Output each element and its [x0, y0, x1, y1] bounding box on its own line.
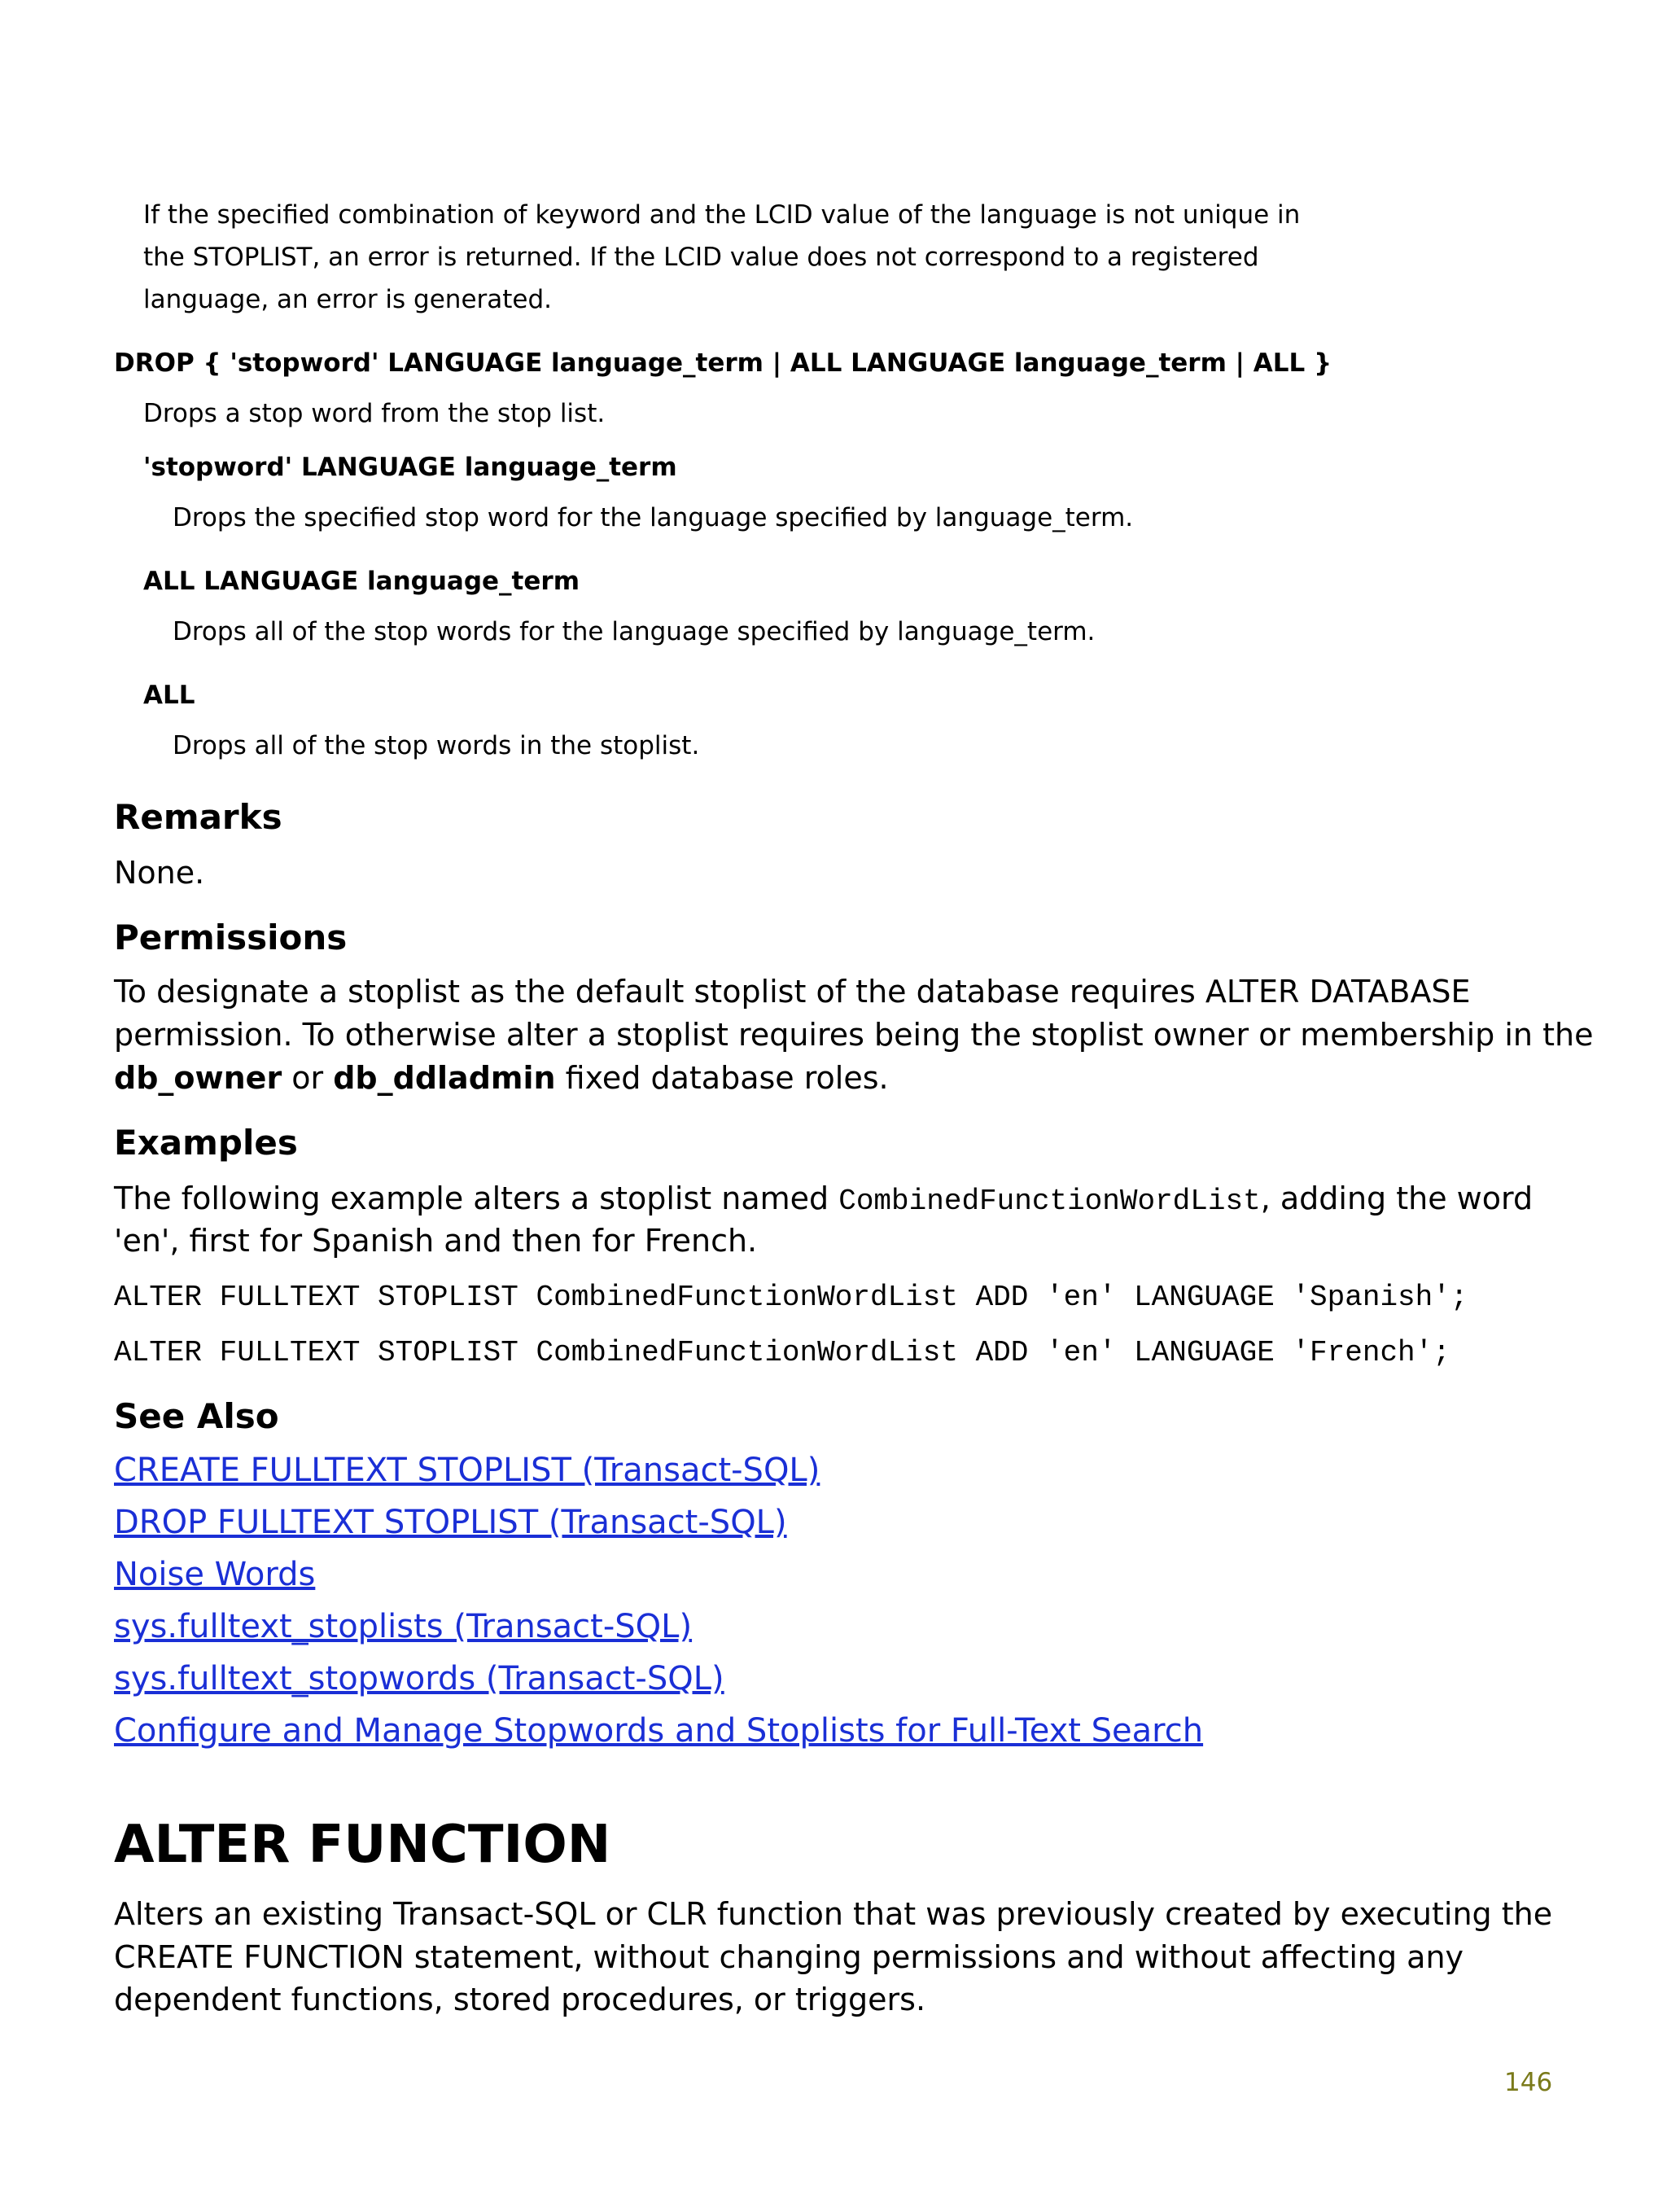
drop-option-stopword-desc: Drops the specified stop word for the language specified by language_term.: [173, 503, 1134, 532]
code-example-french: ALTER FULLTEXT STOPLIST CombinedFunctionWordList ADD 'en' LANGUAGE 'French';: [114, 1336, 1450, 1369]
drop-syntax: DROP { 'stopword' LANGUAGE language_term | ALL LANGUAGE language_term | ALL }: [114, 348, 1332, 378]
alter-function-line-2: CREATE FUNCTION statement, without changing permissions and without affecting any: [114, 1939, 1464, 1975]
examples-line-1-post: , adding the word: [1260, 1180, 1534, 1216]
examples-heading: Examples: [114, 1123, 298, 1163]
link-sys-fulltext-stoplists[interactable]: sys.fulltext_stoplists (Transact-SQL): [114, 1608, 693, 1645]
alter-function-line-1: Alters an existing Transact-SQL or CLR function that was previously created by executing the: [114, 1896, 1553, 1932]
drop-option-stopword-title: 'stopword' LANGUAGE language_term: [143, 453, 677, 482]
role-db-ddladmin: db_ddladmin: [333, 1060, 556, 1096]
alter-function-line-3: dependent functions, stored procedures, or triggers.: [114, 1982, 926, 2017]
permissions-or: or: [282, 1060, 334, 1096]
intro-line-1: If the specified combination of keyword and the LCID value of the language is not unique in: [143, 200, 1301, 230]
drop-option-all-title: ALL: [143, 681, 195, 710]
examples-line-1: [114, 1177, 1533, 1223]
role-db-owner: db_owner: [114, 1060, 282, 1096]
link-noise-words[interactable]: Noise Words: [114, 1556, 316, 1593]
remarks-heading: Remarks: [114, 797, 282, 837]
link-sys-fulltext-stopwords[interactable]: sys.fulltext_stopwords (Transact-SQL): [114, 1660, 724, 1697]
drop-option-all-language-desc: Drops all of the stop words for the language specified by language_term.: [173, 617, 1096, 646]
page-number: 146: [1504, 2068, 1553, 2097]
drop-description: Drops a stop word from the stop list.: [143, 399, 606, 428]
link-configure-stopwords[interactable]: Configure and Manage Stopwords and Stoplists for Full-Text Search: [114, 1712, 1204, 1750]
permissions-line-3: [114, 1057, 889, 1099]
inline-code-stoplist-name: CombinedFunctionWordList: [838, 1185, 1261, 1218]
code-example-spanish: ALTER FULLTEXT STOPLIST CombinedFunctionWordList ADD 'en' LANGUAGE 'Spanish';: [114, 1281, 1468, 1314]
drop-option-all-language-title: ALL LANGUAGE language_term: [143, 567, 580, 596]
intro-line-3: language, an error is generated.: [143, 285, 553, 314]
intro-line-2: the STOPLIST, an error is returned. If the LCID value does not correspond to a registered: [143, 243, 1259, 272]
permissions-line-3-tail: fixed database roles.: [555, 1060, 889, 1096]
examples-line-2: 'en', first for Spanish and then for French.: [114, 1223, 758, 1259]
permissions-line-2: permission. To otherwise alter a stoplist requires being the stoplist owner or membership in the: [114, 1017, 1594, 1053]
examples-line-1-pre: The following example alters a stoplist named: [114, 1180, 839, 1216]
permissions-heading: Permissions: [114, 918, 348, 957]
remarks-text: None.: [114, 855, 205, 891]
see-also-heading: See Also: [114, 1396, 279, 1436]
link-create-fulltext-stoplist[interactable]: CREATE FULLTEXT STOPLIST (Transact-SQL): [114, 1452, 820, 1489]
link-drop-fulltext-stoplist[interactable]: DROP FULLTEXT STOPLIST (Transact-SQL): [114, 1504, 787, 1541]
drop-option-all-desc: Drops all of the stop words in the stoplist.: [173, 731, 700, 760]
permissions-line-1: To designate a stoplist as the default stoplist of the database requires ALTER DATABASE: [114, 974, 1471, 1010]
alter-function-title: ALTER FUNCTION: [114, 1815, 611, 1875]
